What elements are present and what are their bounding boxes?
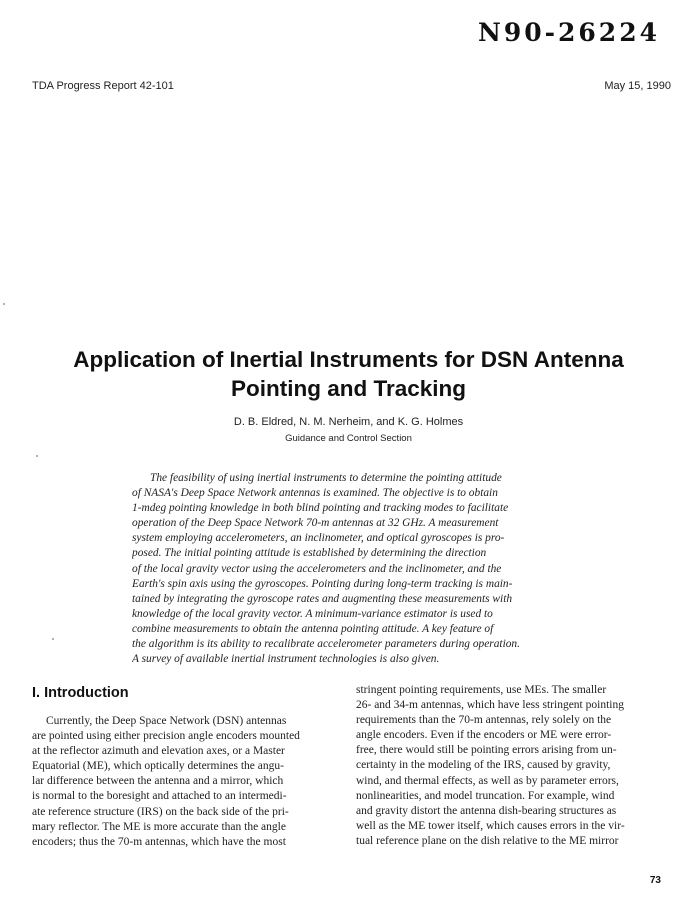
abstract-line: system employing accelerometers, an inclinometer, and optical gyroscopes is pro- <box>132 532 505 545</box>
abstract-line: combine measurements to obtain the antenna pointing attitude. A key feature of <box>132 622 494 635</box>
abstract-line: tained by integrating the gyroscope rates and augmenting these measurements with <box>132 592 513 605</box>
abstract-line: operation of the Deep Space Network 70-m antennas at 32 GHz. A measurement <box>132 517 499 530</box>
body-line: mary reflector. The ME is more accurate than the angle <box>32 820 286 833</box>
left-column <box>32 714 344 850</box>
body-line: well as the ME tower itself, which causes errors in the vir- <box>356 819 625 832</box>
abstract-line: The feasibility of using inertial instruments to determine the pointing attitude <box>150 472 502 484</box>
title-line: Pointing and Tracking <box>230 376 467 401</box>
body-line: are pointed using either precision angle encoders mounted <box>32 730 300 743</box>
abstract-line: 1-mdeg pointing knowledge in both blind pointing and tracking modes to facilitate <box>132 502 509 515</box>
authors: D. B. Eldred, N. M. Nerheim, and K. G. Holmes <box>233 416 464 428</box>
body-line: encoders; thus the 70-m antennas, which have the most <box>32 835 286 848</box>
body-line: ate reference structure (IRS) on the back side of the pri- <box>32 805 289 818</box>
report-header: TDA Progress Report 42-101 <box>32 80 174 92</box>
body-line: certainty in the modeling of the IRS, caused by gravity, <box>356 759 611 772</box>
scan-speck <box>52 638 54 640</box>
abstract <box>132 471 577 667</box>
scan-speck <box>3 303 5 305</box>
scan-speck <box>36 455 38 457</box>
page-number: 73 <box>649 875 661 886</box>
body-line: lar difference between the antenna and a mirror, which <box>32 775 284 788</box>
body-line: stringent pointing requirements, use MEs. The smaller <box>356 684 607 696</box>
body-line: free, there would still be pointing errors arising from un- <box>356 744 617 757</box>
abstract-line: Earth's spin axis using the gyroscopes. Pointing during long-term tracking is main- <box>132 577 513 590</box>
report-date: May 15, 1990 <box>604 80 671 92</box>
body-line: angle encoders. Even if the encoders or ME were error- <box>356 729 612 742</box>
body-line: and gravity distort the antenna dish-bearing structures as <box>356 804 617 817</box>
body-line: Equatorial (ME), which optically determines the angu- <box>32 760 284 773</box>
body-line: Currently, the Deep Space Network (DSN) antennas <box>46 715 287 727</box>
abstract-line: A survey of available inertial instrument technologies is also given. <box>132 653 440 666</box>
affiliation: Guidance and Control Section <box>285 433 412 444</box>
title-line: Application of Inertial Instruments for DSN Antenna <box>73 347 624 372</box>
document-stamp: N90-26224 <box>478 18 660 47</box>
abstract-line: the algorithm is its ability to recalibrate accelerometer parameters during operation. <box>132 638 520 651</box>
body-line: nonlinearities, and model truncation. For example, wind <box>356 789 615 802</box>
body-line: at the reflector azimuth and elevation axes, or a Master <box>32 745 285 758</box>
body-line: requirements than the 70-m antennas, rely solely on the <box>356 714 612 727</box>
body-line: 26- and 34-m antennas, which have less stringent pointing <box>356 699 624 712</box>
abstract-line: of NASA's Deep Space Network antennas is examined. The objective is to obtain <box>132 487 498 500</box>
abstract-line: of the local gravity vector using the accelerometers and the inclinometer, and the <box>132 562 502 575</box>
abstract-line: knowledge of the local gravity vector. A minimum-variance estimator is used to <box>132 607 493 620</box>
section-heading: I. Introduction <box>32 685 129 701</box>
abstract-line: posed. The initial pointing attitude is established by determining the direction <box>132 547 487 560</box>
paper-title <box>40 345 657 403</box>
body-line: wind, and thermal effects, as well as by parameter errors, <box>356 774 619 787</box>
body-line: tual reference plane on the dish relative to the ME mirror <box>356 834 619 847</box>
right-column <box>356 683 674 849</box>
body-line: is normal to the boresight and attached to an intermedi- <box>32 790 287 803</box>
